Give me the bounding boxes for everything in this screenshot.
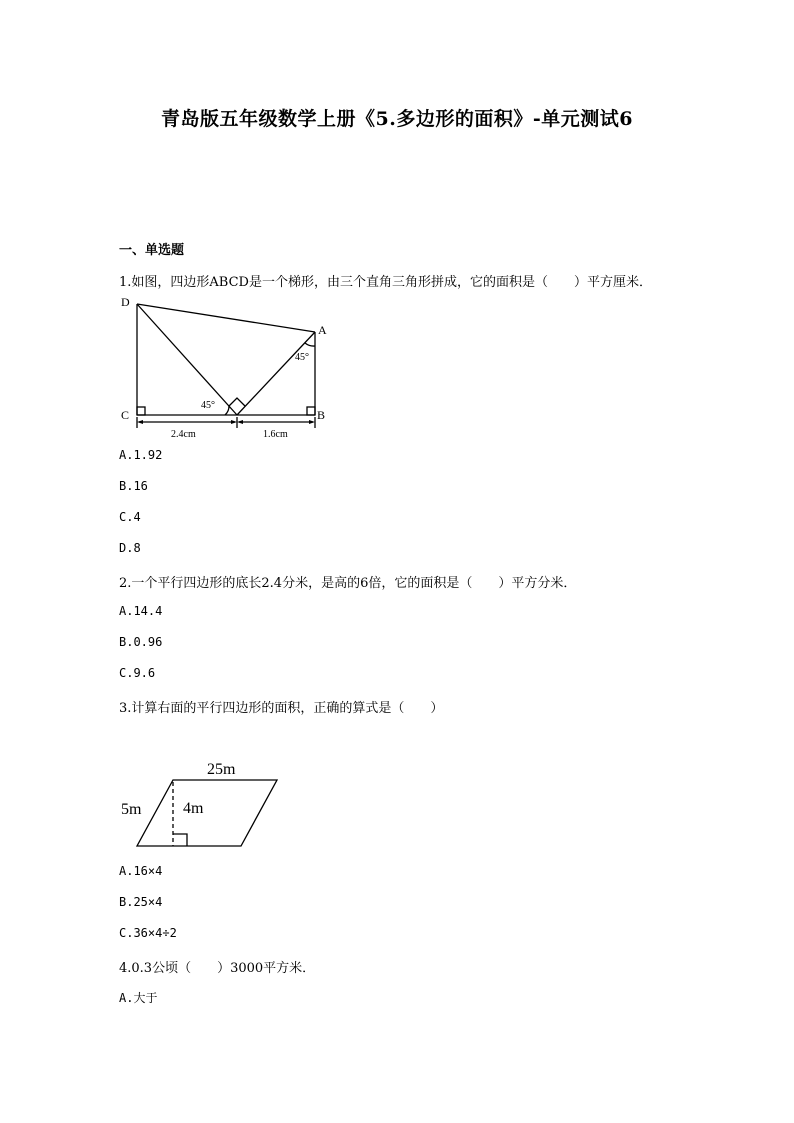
option-3a[interactable]: A.16×4 (119, 864, 163, 878)
right-angle-mark (173, 834, 187, 846)
dim-label-left: 2.4cm (171, 429, 196, 440)
question-3-text: 3.计算右面的平行四边形的面积，正确的算式是（ ） (119, 701, 444, 716)
page-title: 青岛版五年级数学上册《5.多边形的面积》-单元测试6 (161, 108, 633, 130)
top-label: 25m (207, 761, 236, 778)
dim-label-right: 1.6cm (263, 429, 288, 440)
question-4-text: 4.0.3公顷（ ）3000平方米． (119, 961, 316, 976)
option-1b[interactable]: B.16 (119, 479, 148, 493)
side-label: 5m (121, 801, 142, 818)
segment-de (137, 304, 237, 415)
option-3c[interactable]: C.36×4÷2 (119, 926, 177, 940)
height-label: 4m (183, 800, 204, 817)
section-heading: 一、单选题 (119, 243, 185, 258)
option-1d[interactable]: D.8 (119, 541, 141, 555)
dim-arrow (231, 420, 237, 424)
angle-label-right: 45° (295, 352, 309, 363)
parallelogram-shape (137, 780, 277, 846)
angle-label-left: 45° (201, 400, 215, 411)
option-3b[interactable]: B.25×4 (119, 895, 163, 909)
dim-arrow (237, 420, 243, 424)
option-2b[interactable]: B.0.96 (119, 635, 163, 649)
label-a: A (318, 323, 327, 337)
label-d: D (121, 295, 130, 309)
right-angle-c (137, 407, 145, 415)
parallelogram-figure (115, 752, 290, 852)
side-ad (137, 304, 315, 332)
angle-arc-right (305, 343, 315, 346)
dim-arrow (309, 420, 315, 424)
right-angle-e (229, 398, 245, 406)
label-c: C (121, 408, 130, 422)
question-1-text: 1.如图，四边形ABCD是一个梯形，由三个直角三角形拼成，它的面积是（ ）平方厘米． (119, 275, 652, 290)
question-2-text: 2.一个平行四边形的底长2.4分米，是高的6倍，它的面积是（ ）平方分米． (119, 576, 577, 591)
option-4a[interactable]: A.大于 (119, 991, 158, 1005)
label-b: B (317, 408, 326, 422)
right-angle-b (307, 407, 315, 415)
segment-ea (237, 332, 315, 415)
angle-arc-left (225, 406, 229, 415)
dim-arrow (137, 420, 143, 424)
option-1a[interactable]: A.1.92 (119, 448, 163, 462)
option-2c[interactable]: C.9.6 (119, 666, 156, 680)
option-1c[interactable]: C.4 (119, 510, 141, 524)
option-2a[interactable]: A.14.4 (119, 604, 163, 618)
trapezoid-figure (115, 292, 340, 442)
